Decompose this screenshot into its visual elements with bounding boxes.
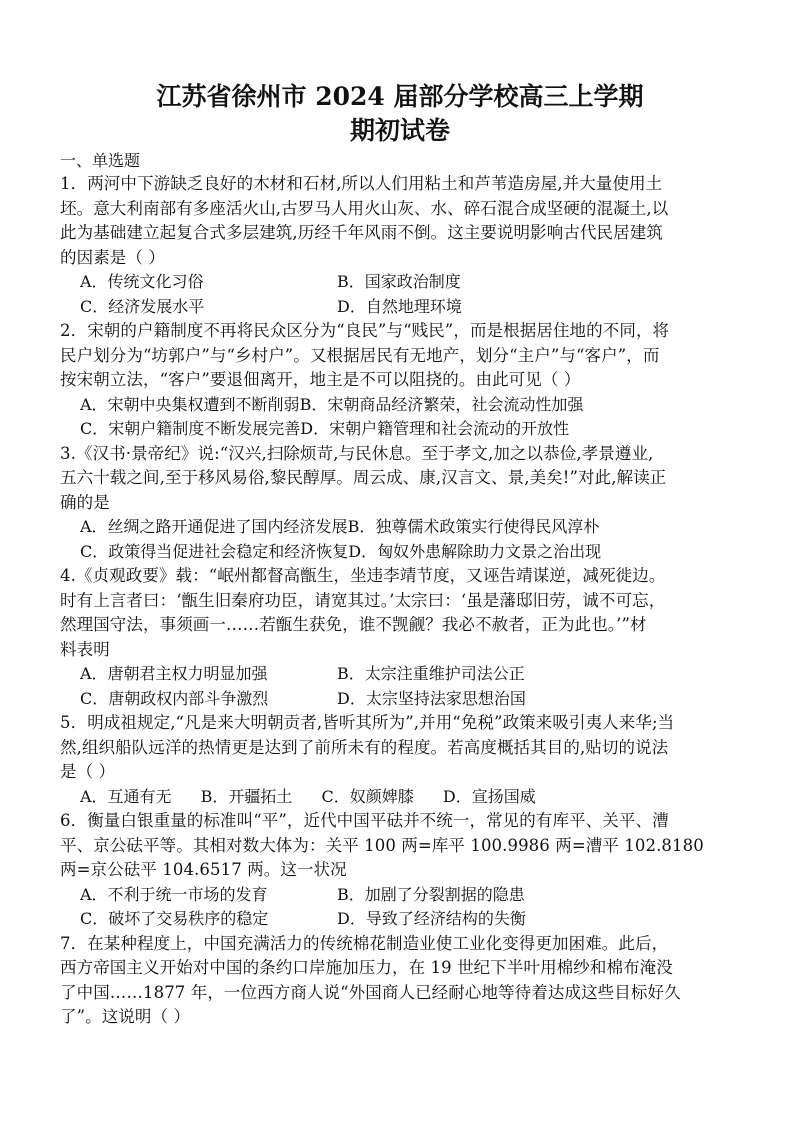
stem-line: 坯。意大利南部有多座活火山,古罗马人用火山灰、水、碎石混合成坚硬的混凝土,以 bbox=[60, 198, 669, 218]
option-a[interactable]: A．不利于统一市场的发育 bbox=[80, 884, 268, 904]
option-a[interactable]: A．宋朝中央集权遭到不断削弱 bbox=[80, 394, 300, 414]
stem-line: 民户划分为“坊郭户”与“乡村户”。又根据居民有无地产，划分“主户”与“客户”，而 bbox=[60, 345, 660, 365]
question-1 bbox=[60, 172, 740, 319]
stem-line: 料表明 bbox=[60, 639, 110, 659]
stem-line: 1．两河中下游缺乏良好的木材和石材,所以人们用粘土和芦苇造房屋,并大量使用土 bbox=[60, 174, 663, 193]
option-b[interactable]: B．加剧了分裂割据的隐患 bbox=[337, 884, 525, 904]
option-d[interactable]: D．导致了经济结构的失衡 bbox=[337, 909, 526, 928]
title-line-1: 江苏省徐州市 2024 届部分学校高三上学期 bbox=[156, 82, 644, 111]
question-stem bbox=[60, 711, 740, 785]
stem-line: 平、京公砝平等。其相对数大体为：关平 100 两=库平 100.9986 两=漕平 102.8180 bbox=[60, 835, 704, 855]
question-2 bbox=[60, 319, 740, 442]
option-b[interactable]: B．国家政治制度 bbox=[337, 272, 461, 291]
option-c[interactable]: C．宋朝户籍制度不断发展完善 bbox=[80, 419, 301, 438]
stem-line: 3.《汉书·景帝纪》说:“汉兴,扫除烦苛,与民休息。至于孝文,加之以恭俭,孝景遵业, bbox=[60, 443, 654, 463]
option-b[interactable]: B．宋朝商品经济繁荣，社会流动性加强 bbox=[299, 394, 584, 414]
stem-line: 是（ ） bbox=[60, 762, 116, 781]
exam-page bbox=[60, 80, 740, 1030]
option-b[interactable]: B．太宗注重维护司法公正 bbox=[337, 664, 525, 683]
option-b[interactable]: B．开疆拓土 bbox=[200, 786, 293, 806]
question-stem bbox=[60, 319, 740, 393]
stem-line: 4.《贞观政要》载：“岷州都督高甑生，坐违李靖节度，又诬告靖谋逆，减死徙边。 bbox=[60, 566, 666, 585]
option-c[interactable]: C．奴颜婢膝 bbox=[321, 786, 414, 806]
options bbox=[60, 393, 740, 442]
stem-line: 两=京公砝平 104.6517 两。这一状况 bbox=[60, 860, 347, 879]
stem-line: 5．明成祖规定,“凡是来大明朝贡者,皆听其所为”,并用“免税”政策来吸引夷人来华;当 bbox=[60, 713, 675, 732]
stem-line: 西方帝国主义开始对中国的条约口岸施加压力，在 19 世纪下半叶用棉纱和棉布淹没 bbox=[60, 958, 673, 977]
option-c[interactable]: C．政策得当促进社会稳定和经济恢复 bbox=[80, 541, 349, 561]
option-a[interactable]: A．传统文化习俗 bbox=[80, 272, 204, 291]
option-a[interactable]: A．唐朝君主权力明显加强 bbox=[80, 664, 268, 683]
option-d[interactable]: D．宋朝户籍管理和社会流动的开放性 bbox=[300, 419, 570, 438]
stem-line: 6．衡量白银重量的标准叫“平”，近代中国平砝并不统一，常见的有库平、关平、漕 bbox=[60, 811, 669, 830]
stem-line: 然理国守法，事须画一……若甑生获免，谁不觊觎？我必不赦者，正为此也。’”材 bbox=[60, 615, 647, 634]
question-5 bbox=[60, 711, 740, 809]
stem-line: 了”。这说明（ ） bbox=[60, 1007, 191, 1026]
options bbox=[60, 270, 740, 319]
section-heading: 一、单选题 bbox=[60, 151, 141, 170]
options bbox=[60, 785, 740, 810]
question-3 bbox=[60, 442, 740, 565]
stem-line: 时有上言者曰：‘甑生旧秦府功臣，请宽其过。’太宗曰：‘虽是藩邸旧劳，诚不可忘， bbox=[60, 590, 666, 610]
question-stem bbox=[60, 564, 740, 662]
option-a[interactable]: A．丝绸之路开通促进了国内经济发展 bbox=[80, 517, 348, 536]
stem-line: 五六十载之间,至于移风易俗,黎民醇厚。周云成、康,汉言文、景,美矣!”对此,解读正 bbox=[60, 468, 667, 487]
question-4 bbox=[60, 564, 740, 711]
stem-line: 此为基础建立起复合式多层建筑,历经千年风雨不倒。这主要说明影响古代民居建筑 bbox=[60, 223, 663, 242]
question-7 bbox=[60, 932, 740, 1030]
stem-line: 7．在某种程度上，中国充满活力的传统棉花制造业使工业化变得更加困难。此后， bbox=[60, 933, 669, 953]
stem-line: 2．宋朝的户籍制度不再将民众区分为“良民”与“贱民”，而是根据居住地的不同，将 bbox=[60, 321, 670, 340]
question-stem bbox=[60, 932, 740, 1030]
question-6 bbox=[60, 809, 740, 932]
stem-line: 按宋朝立法，“客户”要退佃离开，地主是不可以阻挠的。由此可见（ ） bbox=[60, 370, 581, 389]
option-b[interactable]: B．独尊儒术政策实行使得民风淳朴 bbox=[347, 517, 600, 536]
option-d[interactable]: D．太宗坚持法家思想治国 bbox=[337, 688, 526, 708]
option-d[interactable]: D．自然地理环境 bbox=[337, 296, 462, 316]
stem-line: 确的是 bbox=[60, 492, 110, 512]
question-stem bbox=[60, 442, 740, 516]
title-line-2: 期初试卷 bbox=[349, 116, 450, 145]
option-a[interactable]: A．互通有无 bbox=[80, 786, 172, 806]
options bbox=[60, 515, 740, 564]
option-c[interactable]: C．破坏了交易秩序的稳定 bbox=[80, 909, 269, 928]
question-stem bbox=[60, 172, 740, 270]
option-c[interactable]: C．唐朝政权内部斗争激烈 bbox=[80, 688, 269, 708]
option-d[interactable]: D．匈奴外患解除助力文景之治出现 bbox=[348, 541, 602, 561]
exam-title bbox=[60, 80, 740, 148]
option-c[interactable]: C．经济发展水平 bbox=[80, 296, 205, 316]
options bbox=[60, 883, 740, 932]
question-stem bbox=[60, 809, 740, 883]
stem-line: 了中国……1877 年，一位西方商人说“外国商人已经耐心地等待着达成这些目标好久 bbox=[60, 982, 681, 1002]
stem-line: 的因素是（ ） bbox=[60, 247, 165, 267]
stem-line: 然,组织船队远洋的热情更是达到了前所未有的程度。若高度概括其目的,贴切的说法 bbox=[60, 737, 669, 757]
option-d[interactable]: D．宣扬国威 bbox=[442, 786, 536, 806]
options bbox=[60, 662, 740, 711]
